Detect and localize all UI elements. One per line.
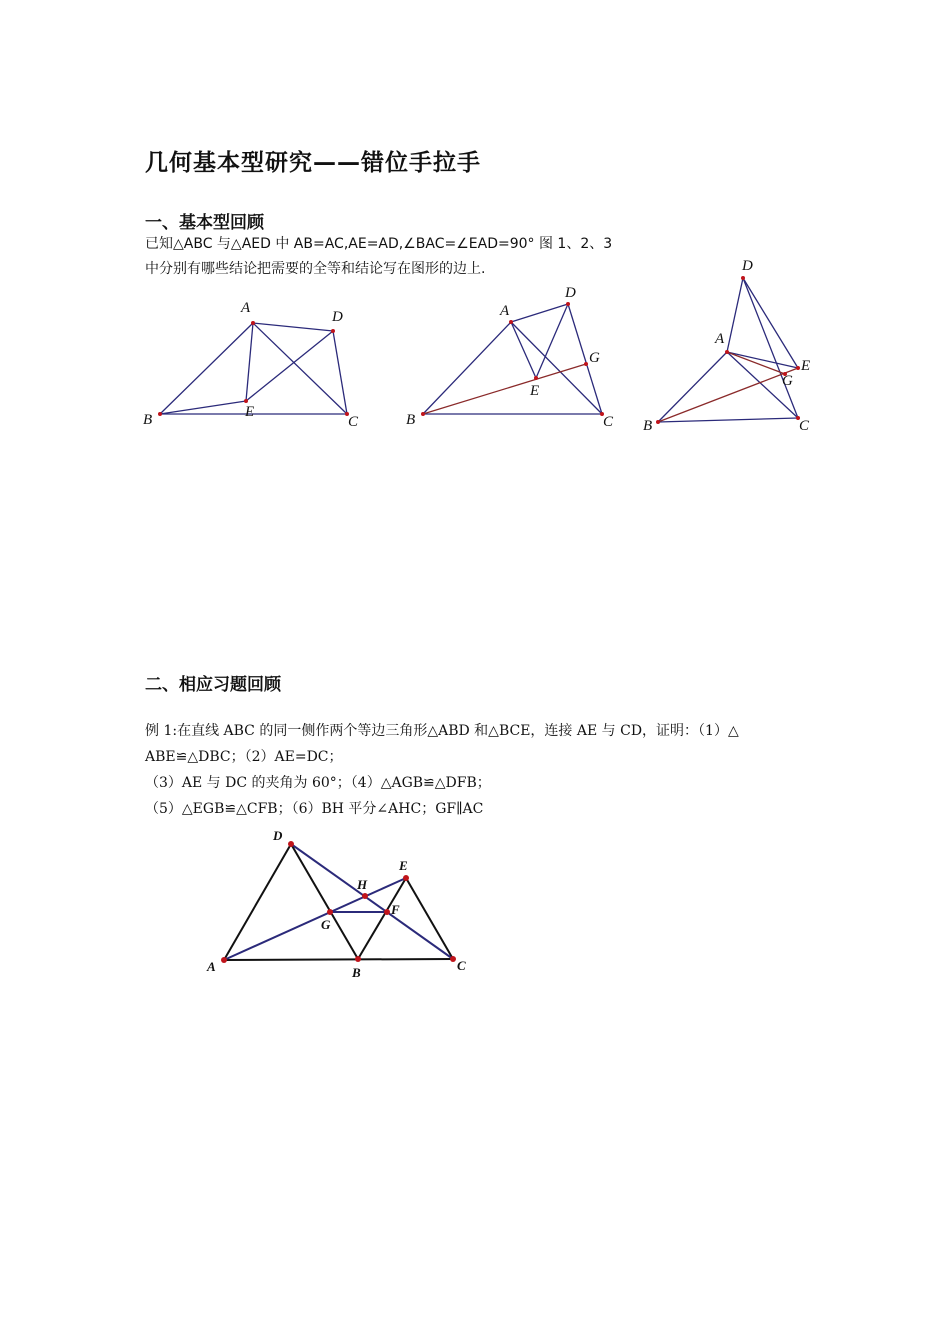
fig2-label-e: E (530, 383, 540, 399)
fig4-label-e: E (399, 858, 408, 873)
fig3-label-a: A (715, 331, 725, 347)
example-line1: 例 1:在直线 ABC 的同一侧作两个等边三角形△ABD 和△BCE，连接 AE 与 CD，证明：（1）△ (145, 723, 739, 739)
section1-heading: 一、基本型回顾 (145, 213, 264, 233)
fig1-label-e: E (245, 404, 255, 420)
fig1-label-d: D (332, 309, 343, 325)
example-line4: （5）△EGB≌△CFB；（6）BH 平分∠AHC；GF∥AC (145, 801, 484, 817)
fig2-label-d: D (565, 285, 576, 301)
fig3-label-d: D (742, 258, 753, 274)
fig3-label-c: C (799, 418, 810, 434)
fig3-label-e: E (801, 358, 811, 374)
section1-line2: 中分别有哪些结论把需要的全等和结论写在图形的边上. (145, 261, 486, 277)
fig1-label-b: B (143, 412, 153, 428)
fig2-label-a: A (500, 303, 510, 319)
fig1-label-c: C (348, 414, 359, 430)
figure-2 (400, 282, 630, 440)
fig4-label-f: F (391, 902, 400, 917)
fig4-label-a: A (207, 959, 216, 974)
fig4-label-b: B (352, 965, 361, 980)
example-line2: ABE≌△DBC；（2）AE=DC； (145, 749, 343, 765)
fig2-label-b: B (406, 412, 416, 428)
fig4-label-d: D (273, 828, 283, 843)
fig4-label-h: H (357, 877, 368, 892)
fig1-label-a: A (241, 300, 251, 316)
fig4-label-c: C (457, 958, 466, 973)
section1-line1: 已知△ABC 与△AED 中 AB=AC,AE=AD,∠BAC=∠EAD=90° 图 1、2、3 (145, 236, 613, 252)
fig3-label-g: G (782, 373, 793, 389)
figure-3 (640, 255, 830, 440)
fig3-label-b: B (643, 418, 653, 434)
figure-4 (200, 822, 480, 987)
page-title: 几何基本型研究——错位手拉手 (145, 150, 481, 176)
figure-1 (135, 290, 375, 440)
fig4-label-g: G (321, 917, 331, 932)
fig2-label-c: C (603, 414, 614, 430)
example-line3: （3）AE 与 DC 的夹角为 60°；（4）△AGB≌△DFB； (145, 775, 491, 791)
fig2-label-g: G (589, 350, 600, 366)
section2-heading: 二、相应习题回顾 (145, 675, 281, 695)
